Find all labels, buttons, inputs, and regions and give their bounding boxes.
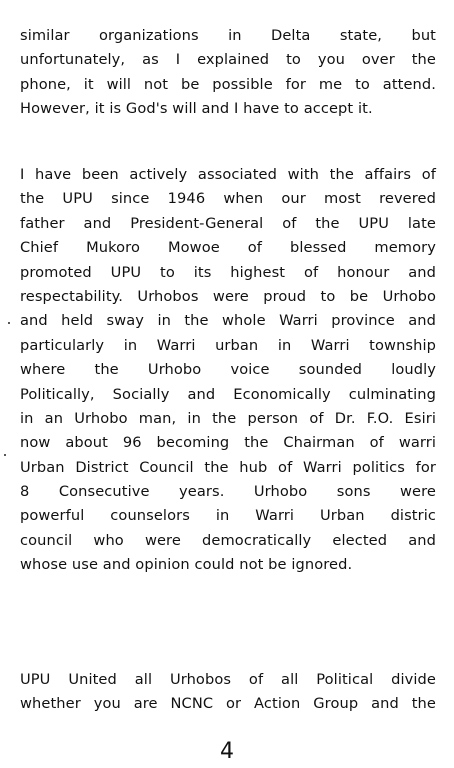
text-line: particularly in Warri urban in Warri township (20, 336, 436, 354)
text-line: phone, it will not be possible for me to attend. (20, 75, 436, 93)
text-line: Urban District Council the hub of Warri politics for (20, 458, 436, 476)
text-line: in an Urhobo man, in the person of Dr. F.O. Esiri (20, 409, 436, 427)
text-line: the UPU since 1946 when our most revered (20, 190, 436, 208)
scan-speck (8, 322, 10, 324)
scan-speck (4, 454, 6, 456)
text-line: However, it is God's will and I have to accept it. (20, 100, 373, 118)
text-line: Politically, Socially and Economically culminating (20, 385, 436, 403)
paragraph-3 (20, 668, 436, 717)
text-line: and held sway in the whole Warri province and (20, 312, 436, 330)
page-number: 4 (220, 739, 234, 764)
text-line: unfortunately, as I explained to you over the (20, 51, 436, 69)
text-line: promoted UPU to its highest of honour and (20, 263, 436, 281)
text-line: powerful counselors in Warri Urban distric (20, 507, 436, 525)
text-line: 8 Consecutive years. Urhobo sons were (20, 483, 436, 501)
paragraph-1 (20, 24, 436, 122)
text-line: I have been actively associated with the affairs of (20, 166, 436, 183)
text-line: UPU United all Urhobos of all Political divide (20, 671, 436, 688)
text-line: father and President-General of the UPU late (20, 214, 436, 232)
text-line: similar organizations in Delta state, but (20, 27, 436, 44)
text-line: whose use and opinion could not be ignored. (20, 556, 353, 574)
text-line: whether you are NCNC or Action Group and the (20, 695, 436, 713)
text-line: respectability. Urhobos were proud to be Urhobo (20, 287, 436, 305)
paragraph-2 (20, 163, 436, 578)
text-line: where the Urhobo voice sounded loudly (20, 361, 436, 379)
text-line: Chief Mukoro Mowoe of blessed memory (20, 239, 436, 257)
text-line: now about 96 becoming the Chairman of warri (20, 434, 436, 452)
text-line: council who were democratically elected and (20, 531, 436, 549)
